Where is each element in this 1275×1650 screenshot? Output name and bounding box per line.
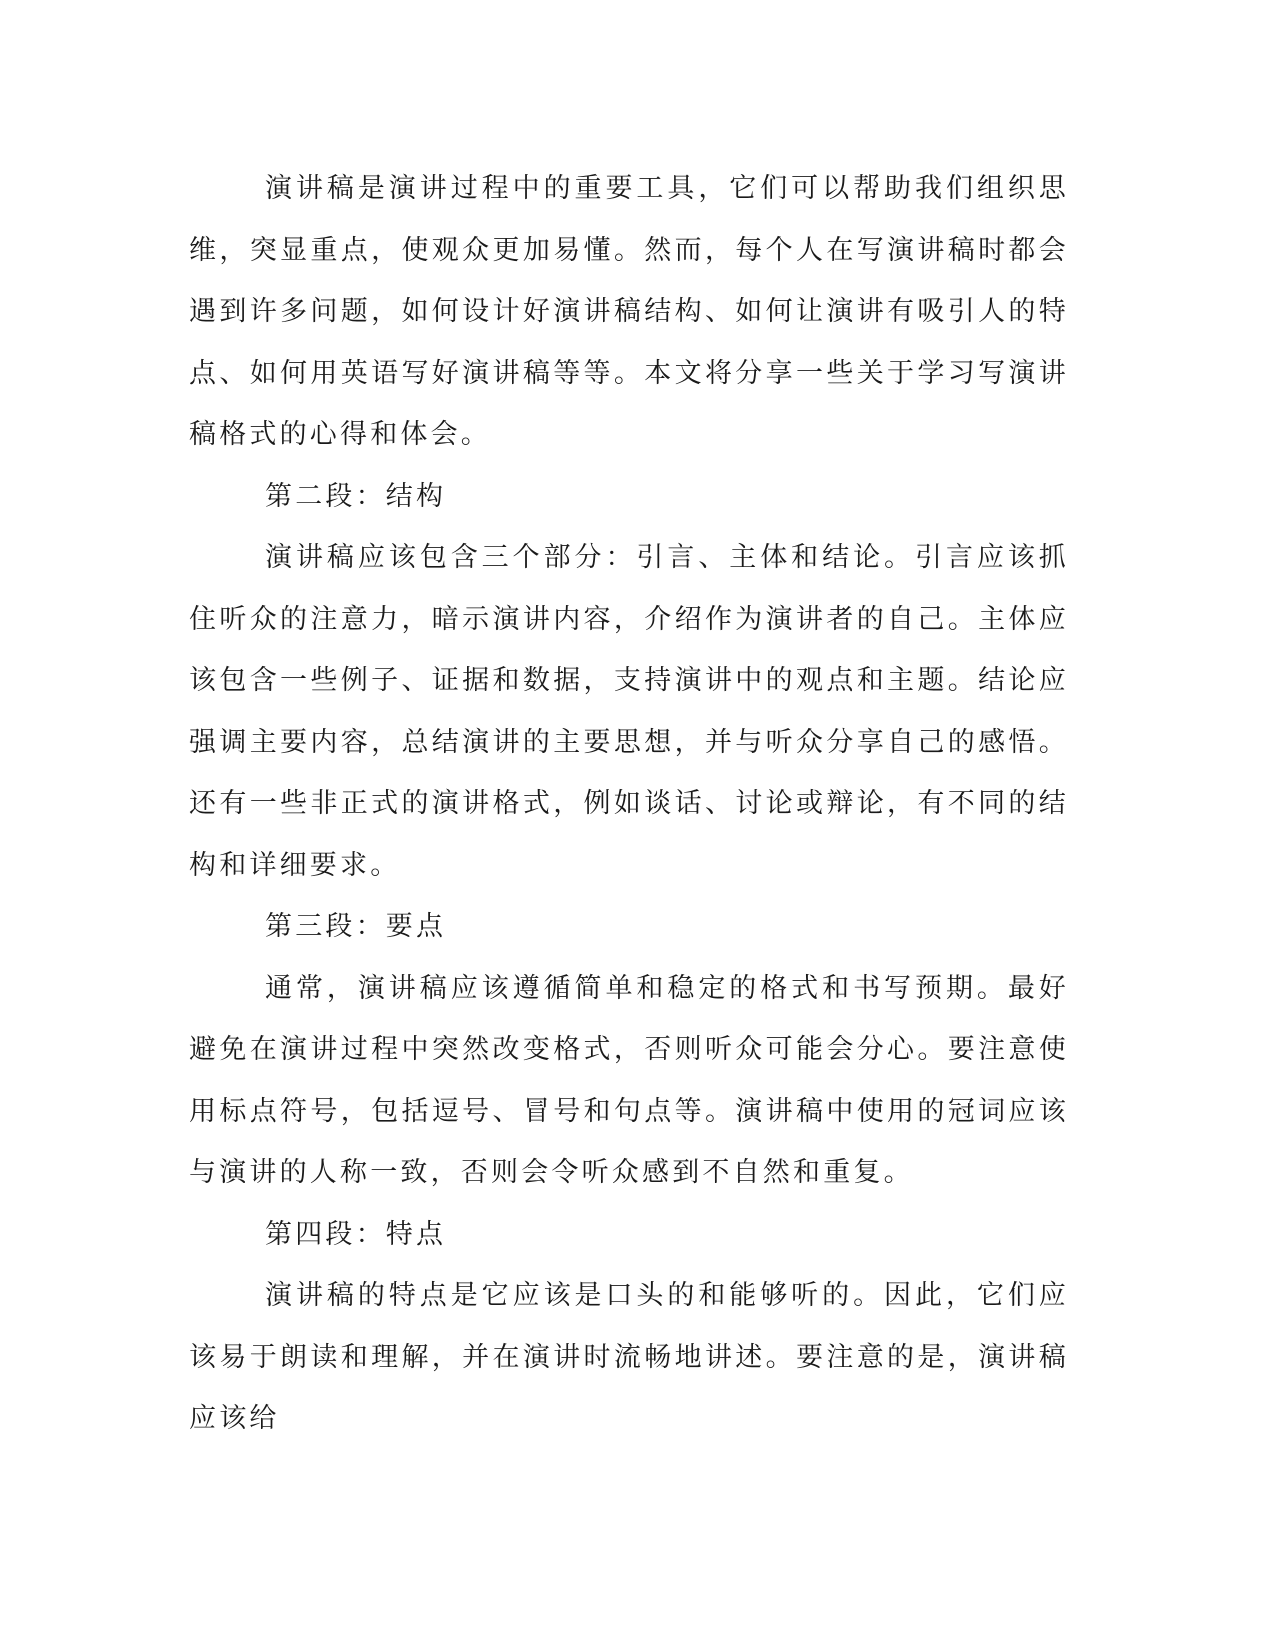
- section-heading-features: 第四段：特点: [265, 1218, 447, 1250]
- document-body: [189, 158, 1069, 1450]
- paragraph-intro: 演讲稿是演讲过程中的重要工具，它们可以帮助我们组织思维，突显重点，使观众更加易懂。然而，每个人在写演讲稿时都会遇到许多问题，如何设计好演讲稿结构、如何让演讲有吸引人的特点、如何用英语写好演讲稿等等。本文将分享一些关于学习写演讲稿格式的心得和体会。: [189, 173, 1069, 450]
- section-heading-key-points: 第三段：要点: [265, 911, 447, 942]
- paragraph-features: 演讲稿的特点是它应该是口头的和能够听的。因此，它们应该易于朗读和理解，并在演讲时流畅地讲述。要注意的是，演讲稿应该给: [189, 1280, 1069, 1434]
- paragraph-key-points: 通常，演讲稿应该遵循简单和稳定的格式和书写预期。最好避免在演讲过程中突然改变格式，否则听众可能会分心。要注意使用标点符号，包括逗号、冒号和句点等。演讲稿中使用的冠词应该与演讲的人称一致，否则会令听众感到不自然和重复。: [189, 972, 1069, 1188]
- section-heading-structure: 第二段：结构: [265, 480, 447, 512]
- paragraph-structure: 演讲稿应该包含三个部分：引言、主体和结论。引言应该抓住听众的注意力，暗示演讲内容，介绍作为演讲者的自己。主体应该包含一些例子、证据和数据，支持演讲中的观点和主题。结论应强调主要内容，总结演讲的主要思想，并与听众分享自己的感悟。还有一些非正式的演讲格式，例如谈话、讨论或辩论，有不同的结构和详细要求。: [189, 542, 1069, 881]
